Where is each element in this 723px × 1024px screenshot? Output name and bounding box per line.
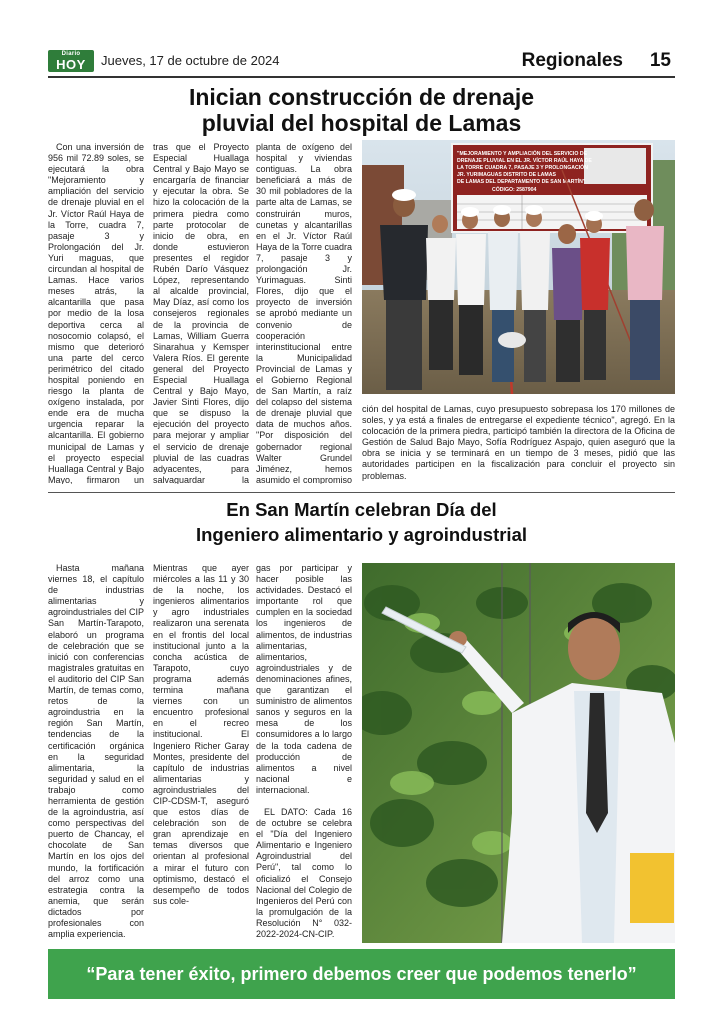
footer-quote: “Para tener éxito, primero debemos creer que podemos tenerlo” xyxy=(86,964,637,984)
engineer-greenhouse-photo-illustration xyxy=(362,563,675,943)
banner-line-4: JR. YURIMAGUAS DISTRITO DE LAMAS xyxy=(457,172,556,178)
banner-code: CÓDIGO: 2587904 xyxy=(492,187,537,193)
yellow-bucket xyxy=(630,853,674,923)
article1-photo xyxy=(362,140,675,394)
article1-col2-text: tras que el Proyecto Especial Huallaga Central y Bajo Mayo se encargaría de financiar y ejecutar la obra. Se hizo la colocación de la primera piedra como parte protocolar de inicio de obra, en donde estuvieron presentes el regidor Rubén Darío Vásquez López, representando al alcalde provincial, May Díaz, así como los consejeros regionales de la provincia de Lamas, William Guerra Sinarahua y Kemsper Valera Ríos. El gerente general del Proyecto Especial Huallaga Central y Bajo Mayo, Javier Sinti Flores, dijo que se dispuso la ejecución del proyecto para mejorar y ampliar el servicio de drenaje pluvial de las cuadras adyacentes, para salvaguardar la xyxy=(153,142,249,484)
banner-line-1: "MEJORAMIENTO Y AMPLIACIÓN DEL SERVICIO DE xyxy=(457,151,588,157)
article1-col3-text: planta de oxígeno del hospital y viviendas contiguas. La obra beneficiará a más de 30 mil pobladores de la parte alta de Lamas, se construirán muros, cunetas y alcantarillas en el Jr. Víctor Raúl Haya de la Torre cuadra 7, pasaje 3 y prolongación Jr. Yurimaguas. Sinti Flores, dijo que el proyecto de inversión se aprobó mediante un convenio de cooperación interinstitucional entre la Municipalidad Provincial de Lamas y el Gobierno Regional de San Martín, a raíz del colapso del sistema de drenaje pluvial que data de muchos años. "Por disposición del gobernador regional Walter Grundel Jiménez, hemos asumido el compromiso xyxy=(256,142,352,484)
footer-quote-banner xyxy=(48,949,675,999)
article1-wide-text: ción del hospital de Lamas, cuyo presupuesto sobrepasa los 170 millones de soles, y ya está a finales de entregarse el expediente técnico", agregó. En la colocación de la primera piedra, participó también la directora de la Oficina de Gestión de Salud Bajo Mayo, Sofía Rodríguez Aspajo, quien aseguró que la obra se inicia y se terminará en un tiempo de 3 meses, pidió que las autoridades participen en la fiscalización para concluir el proyecto sin problemas. xyxy=(362,404,675,481)
article2-col3a-text: gas por participar y hacer posible las actividades. Destacó el importante rol que cumplen en la sociedad los ingenieros de alimentos, de industrias alimentarias, alimentarios, agroindustriales y de denominaciones afines, que garantizan el suministro de alimentos sanos y seguros en la mesa de los consumidores a lo largo de la toda cadena de producción de alimentos a nivel nacional e internacional. xyxy=(256,563,352,795)
logo-big-text: HOY xyxy=(56,57,86,72)
section-title: Regionales xyxy=(521,50,623,71)
header-rule xyxy=(48,76,675,78)
article2-headline-line2: Ingeniero alimentario y agroindustrial xyxy=(195,524,527,545)
article2-col3b-text: EL DATO: Cada 16 de octubre se celebra el "Día del Ingeniero Alimentario e Ingeniero Agroindustrial del Perú", tal como lo oficializó el Consejo Nacional del Colegio de Ingenieros del Perú con la promulgación de la Resolución N° 032-2022-2024-CN-CIP. xyxy=(256,806,352,939)
article2-photo xyxy=(362,563,675,943)
article1-headline-line1: Inician construcción de drenaje xyxy=(188,84,535,110)
page-number: 15 xyxy=(649,50,671,71)
article1-headline-line2: pluvial del hospital de Lamas xyxy=(201,110,522,136)
banner-line-3: LA TORRE CUADRA 7, PASAJE 3 Y PROLONGACIÓN xyxy=(457,165,588,171)
article1-headline xyxy=(48,84,675,136)
article2-col2-text: Mientras que ayer miércoles a las 11 y 30 de la noche, los ingenieros alimentarios y agro industriales realizaron una serenata en el frontis del local institucional junto a la concha acústica de Tarapoto, cuyo programa además termina mañana viernes con un encuentro profesional en el recreo institucional. El Ingeniero Richer Garay Montes, presidente del capítulo de industrias alimentarias y agroindustriales del CIP-CDSM-T, aseguró que estos días de celebración son de gran aprendizaje en temas diversos que orientan al profesional a mirar el futuro con optimismo, destacó el desempeño de todos sus cole- xyxy=(153,563,249,906)
logo-small-text: Diario xyxy=(61,51,81,57)
issue-date: Jueves, 17 de octubre de 2024 xyxy=(101,53,280,68)
article2-col1-text: Hasta mañana viernes 18, el capítulo de industrias alimentarias y agroindustriales del CIP San Martín-Tarapoto, elaboró un programa de celebración que se inició con conferencias magistrales gratuitas en el auditorio del CIP San Martín, de temas como, retos de la agroindustria en la región San Martín, tendencias de la certificación orgánica en la seguridad alimentaria, la seguridad y salud en el trabajo como herramienta de gestión de la agroindustria, así como perspectivas del puerto de Chancay, el chocolate de San Martín en los ojos del mundo, la fortificación del arroz como una estrategia contra la anemia, que serán dictados por profesionales con amplia experiencia. xyxy=(48,563,144,940)
article1-column-2 xyxy=(153,142,249,484)
article1-col1-text: Con una inversión de 956 mil 72.89 soles, se ejecutará la obra "Mejoramiento y ampliación del servicio de drenaje pluvial en el Jr. Víctor Raúl Haya de la Torre, cuadra 7, pasaje 3 y Prolongación del Jr. Yuri maguas, que circundan al hospital de Lamas. Hace varios meses atrás, la alcantarilla que pasa por medio de la losa deportiva cerca al nosocomio colapsó, el mismo que deterioró una parte del cerco perimétrico del citado hospital poniendo en riesgo la planta de oxígeno instalada, por ende era de mucha urgencia reparar la alcantarilla. El gobierno municipal de Lamas y el proyecto especial Huallaga Central y Bajo Mayo, firmaron un xyxy=(48,142,144,484)
banner-line-2: DRENAJE PLUVIAL EN EL JR. VÍCTOR RAÚL HAYA DE xyxy=(457,158,592,164)
page-header xyxy=(48,50,675,76)
article1-column-1 xyxy=(48,142,144,484)
article-divider xyxy=(48,492,675,493)
article2-column-1 xyxy=(48,563,144,945)
groundbreaking-photo-illustration xyxy=(362,140,675,394)
article2-headline xyxy=(48,497,675,547)
article2-headline-line1: En San Martín celebran Día del xyxy=(226,499,497,520)
banner-line-5: DE LAMAS DEL DEPARTAMENTO DE SAN MARTÍN" xyxy=(457,179,586,185)
article1-column-3 xyxy=(256,142,352,484)
article2-column-2 xyxy=(153,563,249,945)
banner-render-image xyxy=(584,148,646,184)
newspaper-logo xyxy=(48,50,94,72)
article2-column-3 xyxy=(256,563,352,945)
